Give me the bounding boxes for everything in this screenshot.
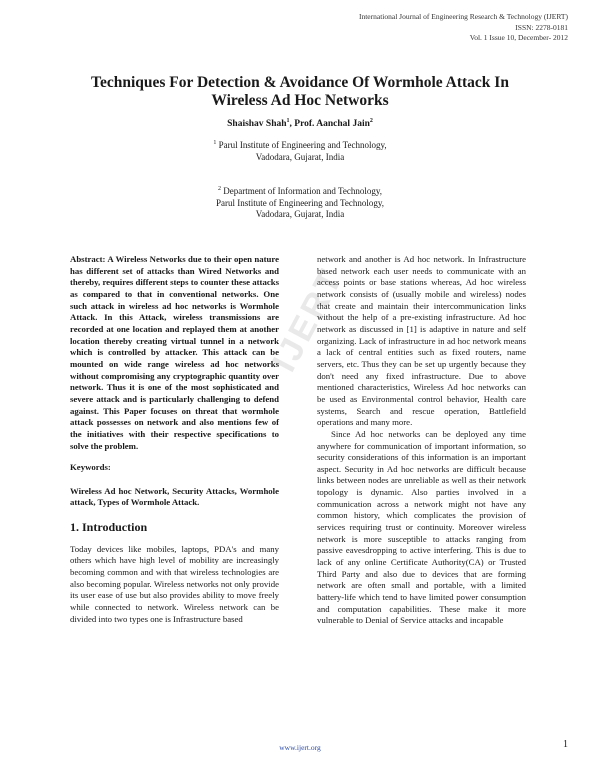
- paper-title-line2: Wireless Ad Hoc Networks: [211, 92, 389, 109]
- author-1: Shaishav Shah: [227, 119, 287, 129]
- affiliation-2-location: Vadodara, Gujarat, India: [255, 209, 345, 219]
- journal-name: International Journal of Engineering Research & Technology (IJERT): [358, 12, 568, 21]
- journal-header: [359, 12, 568, 44]
- author-separator: ,: [289, 119, 295, 129]
- volume-issue: Vol. 1 Issue 10, December- 2012: [469, 33, 568, 42]
- keywords-list: Wireless Ad hoc Network, Security Attacks, Wormhole attack, Types of Wormhole Attack.: [70, 485, 279, 508]
- introduction-heading: 1. Introduction: [70, 520, 148, 535]
- authors: [50, 119, 550, 129]
- ijert-watermark: IJERT: [265, 261, 351, 378]
- issn: ISSN: 2278-0181: [515, 22, 568, 32]
- author-2-affiliation-mark: 2: [369, 117, 373, 124]
- author-2: Prof. Aanchal Jain: [294, 119, 370, 129]
- body-paragraph-2: Since Ad hoc networks can be deployed any time anywhere for communication of important information, so security considerations of this information is an important aspect. Security in Ad hoc networks are difficult because links between nodes are unreliable as well as their network topology is dynamic. Also parties involved in a communication across a network might not have any common history, which complicates the provision of services requiring trust or continuity. Moreover wireless network is more susceptible to attacks ranging from passive eavesdropping to active interfering. This is due to lack of any online Certificate Authority(CA) or Trusted Third Party and also due to devices that are forming network are often small and portable, with a limited battery-life which tend to have limited power consumption and computation capabilities. These make it more vulnerable to Denial of Service attacks and incapable: [317, 428, 526, 626]
- introduction-paragraph: Today devices like mobiles, laptops, PDA's and many others which have high level of mobility are increasingly becoming common and with that wireless technologies are also becoming popular. Wireless networks not only provide its user ease of use but also provides ability to move freely while connected to network. Wireless network can be divided into two types one is Infrastructure based: [70, 543, 279, 624]
- author-1-affiliation-mark: 1: [286, 117, 290, 124]
- affiliation-1-mark: 1: [213, 140, 217, 146]
- affiliation-2-department: Department of Information and Technology,: [223, 186, 383, 196]
- footer-link[interactable]: www.ijert.org: [279, 743, 321, 752]
- page-number: 1: [563, 739, 568, 750]
- affiliation-2: [50, 186, 550, 221]
- body-paragraph-1: network and another is Ad hoc network. In Infrastructure based network each user needs to communicate with an access points or base stations whereas, Ad hoc wireless network consists of (usually mobile and wireless) nodes that create and maintain their intercommunication links without the help of a pre-existing infrastructure. Ad hoc network as discussed in [1] is adaptive in nature and self organizing. Lack of infrastructure in ad hoc network means a lack of central entities such as fixed routers, name servers, etc. Thus they can be set up urgently because they don't need any fixed infrastructure. Due to above mentioned characteristics, Wireless Ad hoc networks can be used as Environmental control behavior, Health care systems, Search and rescue operation, Battlefield operations and many more.: [317, 254, 526, 428]
- affiliation-1-institute: Parul Institute of Engineering and Technology,: [218, 140, 387, 150]
- affiliation-2-mark: 2: [217, 186, 221, 192]
- affiliation-1: [50, 140, 550, 163]
- paper-title-line1: Techniques For Detection & Avoidance Of Wormhole Attack In: [91, 74, 509, 91]
- keywords-heading: Keywords:: [70, 462, 111, 473]
- affiliation-1-location: Vadodara, Gujarat, India: [255, 151, 345, 162]
- right-column: [317, 254, 526, 627]
- affiliation-2-institute: Parul Institute of Engineering and Technology,: [215, 197, 385, 208]
- abstract: Abstract: A Wireless Networks due to their open nature has different set of attacks than Wired Networks and thereby, requires different steps to counter these attacks as compared to that in conventional networks. One such attack in wireless ad hoc networks is Wormhole Attack. In this Attack, wireless transmissions are recorded at one location and replayed them at another location thereby creating virtual tunnel in a network which is controlled by attacker. This attack can be mounted on wide range wireless ad hoc networks without compromising any cryptographic quantity over network. Thus it is one of the most sophisticated and severe attack and is particularly challenging to defend against. This Paper focuses on threat that wormhole attack possesses on network and also mentions few of the initiatives with their respective specifications to solve the problem.: [70, 254, 279, 451]
- paper-title: [50, 74, 550, 110]
- left-column: [70, 254, 279, 625]
